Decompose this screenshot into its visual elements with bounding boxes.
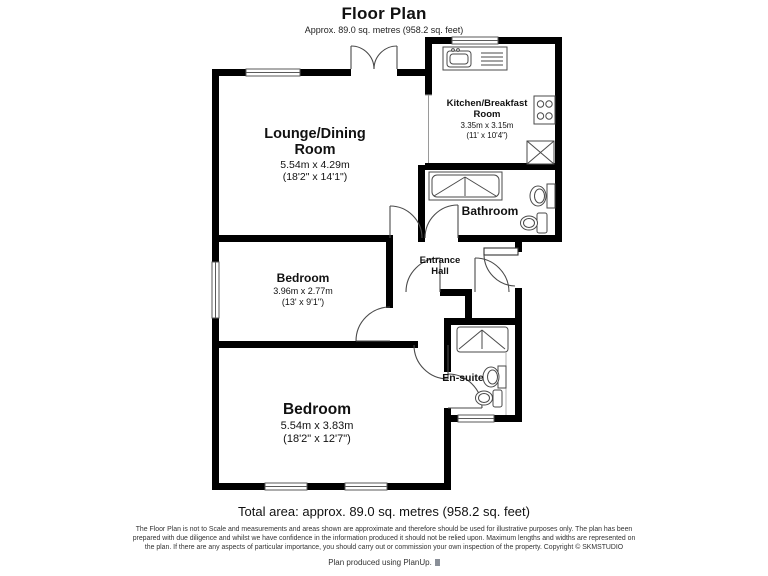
- credit-text: Plan produced using PlanUp.: [328, 558, 432, 567]
- lounge-label: [264, 126, 365, 183]
- svg-text:Kitchen/Breakfast: Kitchen/Breakfast: [446, 98, 528, 109]
- svg-text:En-suite: En-suite: [442, 372, 484, 384]
- svg-text:Hall: Hall: [431, 266, 449, 277]
- disclaimer-line-2: prepared with due diligence and whilst we have confidence in the information produced it should not be relied upon. Maximum lengths and widths are represented on: [132, 535, 636, 542]
- svg-text:Lounge/Dining: Lounge/Dining: [264, 126, 366, 142]
- bedroom1-window: [212, 262, 219, 318]
- french-doors: [351, 46, 397, 69]
- bedroom1-door: [356, 307, 390, 341]
- kitchen-hob: [534, 96, 555, 124]
- svg-text:Bedroom: Bedroom: [276, 271, 330, 285]
- svg-text:Room: Room: [294, 142, 336, 158]
- bathroom-door: [425, 205, 458, 238]
- open-plan-divider: [425, 95, 432, 163]
- svg-text:Bedroom: Bedroom: [282, 401, 352, 418]
- front-door: [484, 248, 518, 286]
- planup-logo-icon: [435, 559, 440, 566]
- ensuite-shower: [457, 327, 508, 352]
- bedroom2-window-right: [345, 483, 387, 490]
- svg-text:(18'2" x 12'7"): (18'2" x 12'7"): [283, 433, 351, 445]
- total-area-text: Total area: approx. 89.0 sq. metres (958.2 sq. feet): [238, 504, 530, 519]
- svg-text:(13' x 9'1"): (13' x 9'1"): [281, 297, 325, 307]
- svg-text:Entrance: Entrance: [419, 255, 461, 266]
- lounge-door: [390, 206, 422, 238]
- kitchen-sink: [443, 47, 507, 70]
- svg-text:5.54m x 4.29m: 5.54m x 4.29m: [280, 159, 350, 171]
- svg-text:3.35m x 3.15m: 3.35m x 3.15m: [460, 121, 514, 130]
- ensuite-window: [458, 415, 494, 422]
- lounge-window: [246, 69, 300, 76]
- svg-text:(11' x 10'4"): (11' x 10'4"): [466, 131, 508, 140]
- hall-label: [420, 255, 461, 277]
- bathroom-sink: [530, 184, 555, 208]
- svg-text:3.96m x 2.77m: 3.96m x 2.77m: [273, 286, 333, 296]
- disclaimer-line-1: The Floor Plan is not to Scale and measurements and areas shown are approximate and therefore should be used for illustrative purposes only. The plan has been: [135, 526, 633, 533]
- ensuite-label: [442, 372, 484, 384]
- kitchen-cupboard: [527, 141, 554, 164]
- bedroom2-window-left: [265, 483, 307, 490]
- svg-text:(18'2" x 14'1"): (18'2" x 14'1"): [282, 171, 348, 183]
- bathtub: [429, 172, 502, 200]
- ensuite-toilet: [476, 390, 503, 407]
- page-title: Floor Plan: [341, 4, 427, 23]
- disclaimer-line-3: the plan. If there are any aspects of particular importance, you should carry out or commission your own inspection of the property. Copyright © SKMSTUDIO: [144, 544, 624, 551]
- svg-text:Bathroom: Bathroom: [461, 204, 519, 218]
- disclaimer: [0, 525, 768, 552]
- credit-line: [0, 558, 768, 567]
- kitchen-window: [452, 37, 498, 44]
- svg-text:Room: Room: [473, 109, 501, 120]
- page-subtitle: Approx. 89.0 sq. metres (958.2 sq. feet): [304, 25, 464, 35]
- bedroom2-label: [281, 401, 354, 445]
- bathroom-toilet: [521, 213, 548, 233]
- bathroom-label: [462, 204, 519, 218]
- svg-text:5.54m x 3.83m: 5.54m x 3.83m: [280, 420, 354, 432]
- bedroom1-label: [273, 271, 333, 307]
- kitchen-label: [447, 98, 529, 140]
